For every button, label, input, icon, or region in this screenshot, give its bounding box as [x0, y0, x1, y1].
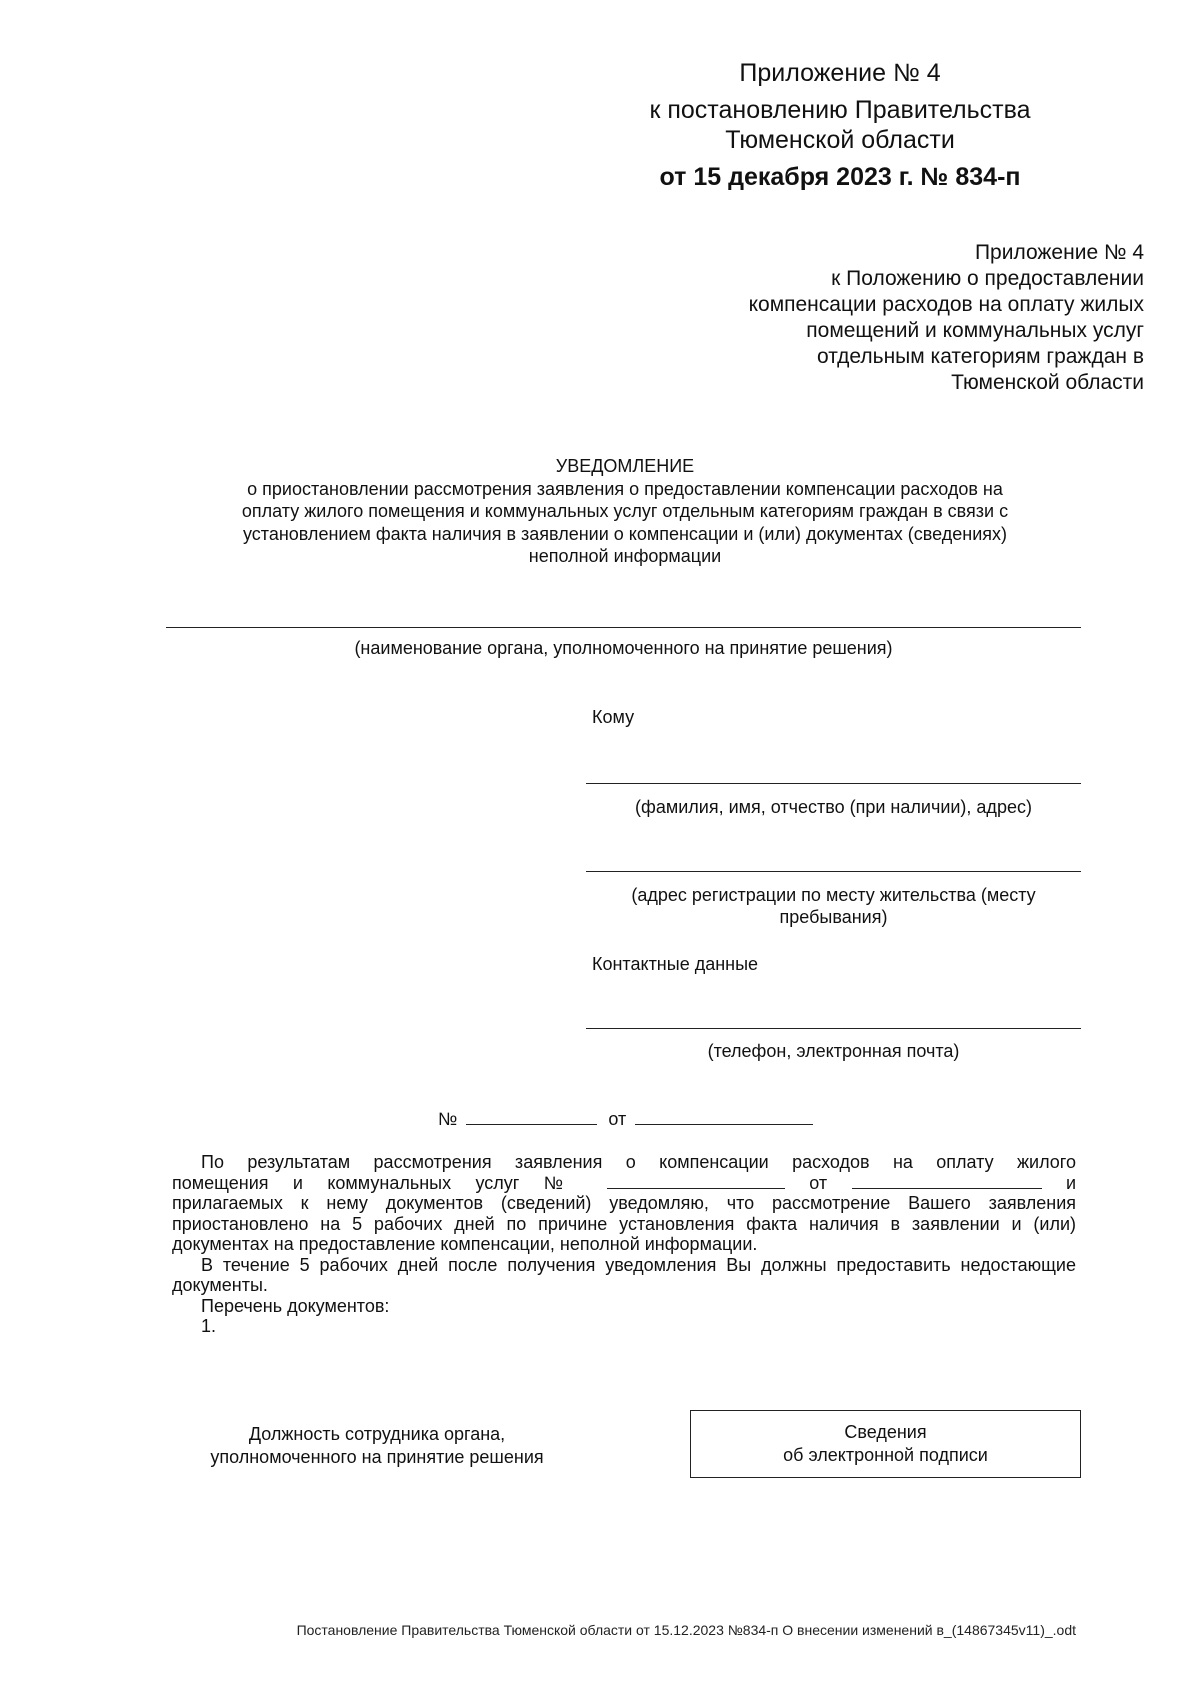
- appendix-reference: к постановлению Правительства: [649, 96, 1031, 124]
- notice-date-field: [635, 1110, 813, 1125]
- notice-number-field: [466, 1110, 597, 1125]
- notice-body: [172, 1152, 1076, 1337]
- appendix-number: Приложение № 4: [739, 59, 941, 87]
- body-paragraph-2: В течение 5 рабочих дней после получения уведомления Вы должны предоставить недостающие документы.: [172, 1254, 1076, 1295]
- registration-caption-line: пребывания): [779, 907, 888, 927]
- organ-name-line: [166, 627, 1081, 628]
- application-number-field: [607, 1174, 785, 1189]
- body-text: от: [809, 1172, 828, 1193]
- body-text: и: [1065, 1172, 1076, 1193]
- organ-name-caption: (наименование органа, уполномоченного на принятие решения): [354, 638, 893, 658]
- body-paragraph-1-line-2: [172, 1173, 1076, 1194]
- body-paragraph-1-line-1: По результатам рассмотрения заявления о компенсации расходов на оплату жилого: [201, 1152, 1076, 1172]
- regulation-line: Тюменской области: [951, 371, 1144, 394]
- contacts-line: [586, 1028, 1081, 1029]
- notice-heading: УВЕДОМЛЕНИЕ: [555, 456, 695, 476]
- regulation-line: компенсации расходов на оплату жилых: [748, 293, 1144, 316]
- signatory-position-line: Должность сотрудника органа,: [248, 1424, 506, 1444]
- recipient-name-line: [586, 783, 1081, 784]
- regulation-line: помещений и коммунальных услуг: [806, 319, 1144, 342]
- contacts-caption: (телефон, электронная почта): [707, 1041, 960, 1061]
- notice-title: [150, 455, 1100, 568]
- documents-list-label: Перечень документов:: [201, 1295, 390, 1316]
- notice-number-row: [438, 1108, 813, 1130]
- regulation-line: к Положению о предоставлении: [831, 267, 1144, 290]
- body-paragraph-1-rest: прилагаемых к нему документов (сведений) уведомляю, что рассмотрение Вашего заявления приостановлено на 5 рабочих дней по причине установления факта наличия в заявлении и (или) документах на предоставление компенсации, неполной информации.: [172, 1193, 1076, 1254]
- notice-subtitle-line: оплату жилого помещения и коммунальных услуг отдельным категориям граждан в связи с: [241, 501, 1009, 521]
- appendix-header: [640, 58, 1040, 192]
- regulation-line: отдельным категориям граждан в: [817, 345, 1144, 368]
- notice-subtitle-line: о приостановлении рассмотрения заявления о предоставлении компенсации расходов на: [247, 478, 1003, 499]
- contacts-label: Контактные данные: [592, 954, 759, 974]
- electronic-signature-box: [690, 1410, 1081, 1478]
- signatory-position: [172, 1423, 582, 1469]
- documents-list-item: 1.: [201, 1316, 217, 1336]
- body-text: помещения и коммунальных услуг №: [172, 1172, 583, 1193]
- notice-subtitle-line: неполной информации: [528, 546, 722, 566]
- signatory-position-line: уполномоченного на принятие решения: [210, 1447, 544, 1467]
- regulation-appendix-header: [660, 240, 1144, 396]
- number-label: №: [438, 1109, 458, 1129]
- signature-box-line: Сведения: [844, 1422, 927, 1442]
- document-footer: Постановление Правительства Тюменской области от 15.12.2023 №834-п О внесении изменений в_(14867345v11)_.odt: [296, 1622, 1076, 1638]
- recipient-label: Кому: [592, 707, 635, 727]
- notice-subtitle-line: установлением факта наличия в заявлении о компенсации и (или) документах (сведениях): [242, 523, 1008, 544]
- resolution-date: от 15 декабря 2023 г. № 834-п: [659, 163, 1021, 191]
- appendix-region: Тюменской области: [725, 126, 955, 154]
- registration-address-line: [586, 871, 1081, 872]
- registration-address-caption: [586, 884, 1081, 928]
- recipient-name-caption: (фамилия, имя, отчество (при наличии), адрес): [635, 797, 1032, 817]
- date-label: от: [608, 1109, 627, 1129]
- regulation-line: Приложение № 4: [974, 241, 1144, 264]
- signature-box-line: об электронной подписи: [783, 1445, 988, 1465]
- registration-caption-line: (адрес регистрации по месту жительства (месту: [631, 885, 1036, 905]
- application-date-field: [852, 1174, 1042, 1189]
